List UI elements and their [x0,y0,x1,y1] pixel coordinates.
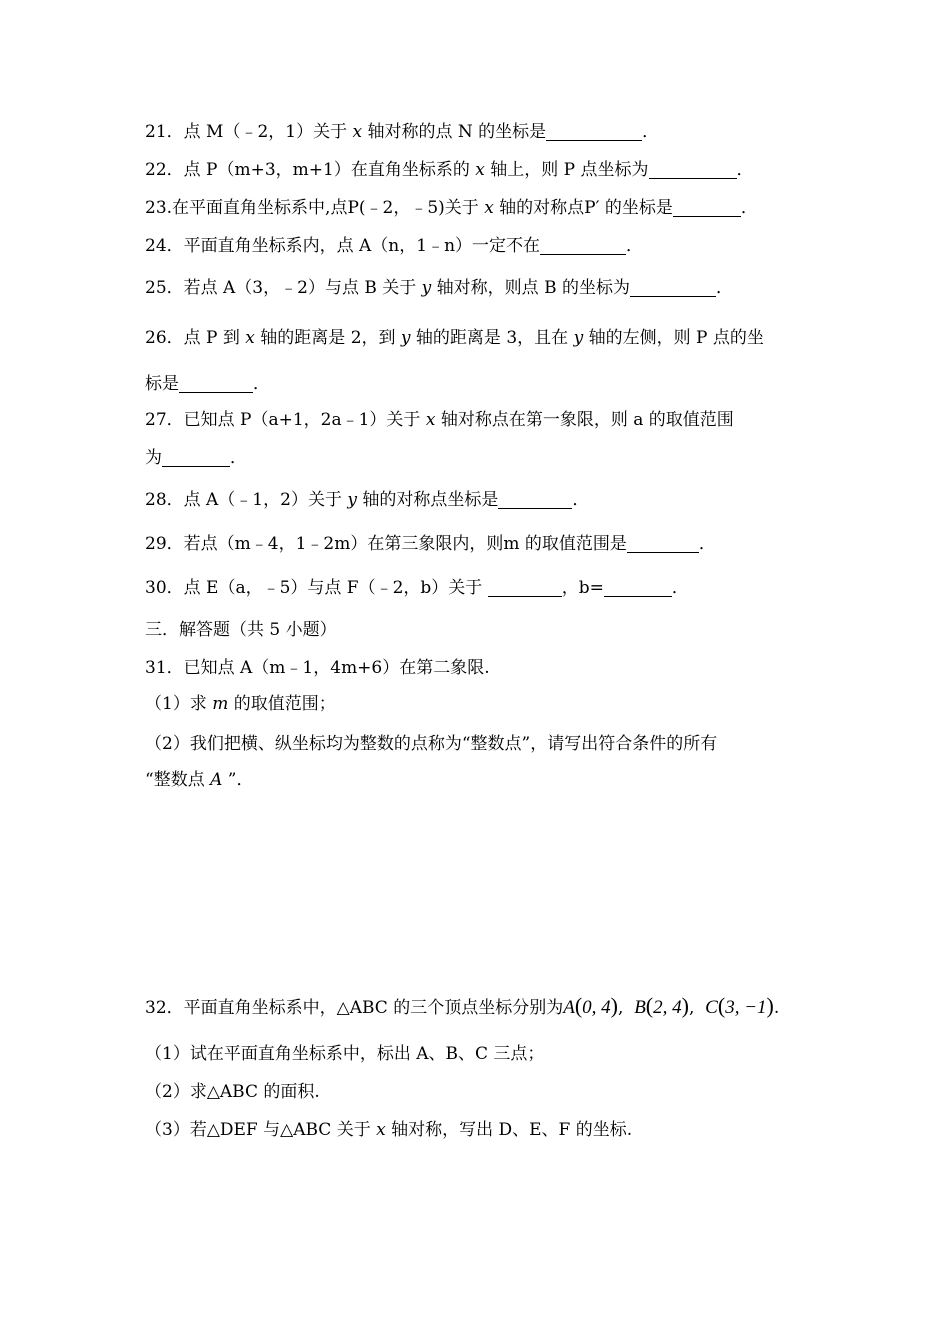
question-25: 25．若点 A（3，﹣2）与点 B 关于 y 轴对称，则点 B 的坐标为 ． [145,278,733,298]
question-27: 27．已知点 P（a+1，2a﹣1）关于 x 轴对称点在第一象限，则 a 的取值范围 [145,410,734,430]
answer-blank-25[interactable] [630,278,716,297]
answer-blank-30b[interactable] [604,578,672,597]
question-22: 22．点 P（m+3，m+1）在直角坐标系的 x 轴上，则 P 点坐标为 ． [145,160,754,180]
answer-blank-28[interactable] [498,490,572,509]
answer-blank-22[interactable] [649,160,737,179]
question-32-part1: （1）试在平面直角坐标系中，标出 A、B、C 三点； [145,1044,545,1064]
answer-blank-29[interactable] [627,534,699,553]
answer-blank-24[interactable] [540,236,626,255]
question-21: 21．点 M（﹣2，1）关于 x 轴对称的点 N 的坐标是 ． [145,122,660,142]
question-32-stem: 32．平面直角坐标系中，△ABC 的三个顶点坐标分别为A(0, 4), B(2, 4), C(3, −1). [145,993,780,1018]
question-31-part1: （1）求 m 的取值范围； [145,694,336,714]
question-31-part2-line2: “整数点 A ”． [145,770,254,790]
question-26: 26．点 P 到 x 轴的距离是 2，到 y 轴的距离是 3，且在 y 轴的左侧，则 P 点的坐 [145,328,764,348]
question-28: 28．点 A（﹣1，2）关于 y 轴的对称点坐标是 ． [145,490,590,510]
question-32-part2: （2）求△ABC 的面积. [145,1082,320,1102]
question-27-line2: 为 ． [145,448,247,468]
answer-blank-30a[interactable] [488,578,562,597]
question-31-stem: 31．已知点 A（m﹣1，4m+6）在第二象限. [145,658,490,678]
question-31-part2: （2）我们把横、纵坐标均为整数的点称为“整数点”，请写出符合条件的所有 [145,734,718,754]
question-29: 29．若点（m﹣4，1﹣2m）在第三象限内，则m 的取值范围是 ． [145,534,716,554]
answer-blank-23[interactable] [673,198,741,217]
section-heading: 三．解答题（共 5 小题） [145,620,337,640]
question-30: 30．点 E（a，﹣5）与点 F（﹣2，b）关于 ，b= ． [145,578,689,598]
answer-blank-27[interactable] [162,448,230,467]
question-32-part3: （3）若△DEF 与△ABC 关于 x 轴对称，写出 D、E、F 的坐标. [145,1120,633,1140]
answer-blank-21[interactable] [546,122,642,141]
question-23: 23.在平面直角坐标系中,点P(﹣2，﹣5)关于 x 轴的对称点P′ 的坐标是 ． [145,198,758,218]
question-24: 24．平面直角坐标系内，点 A（n，1﹣n）一定不在 ． [145,236,644,256]
question-26-line2: 标是 ． [145,374,270,394]
answer-blank-26[interactable] [179,374,253,393]
